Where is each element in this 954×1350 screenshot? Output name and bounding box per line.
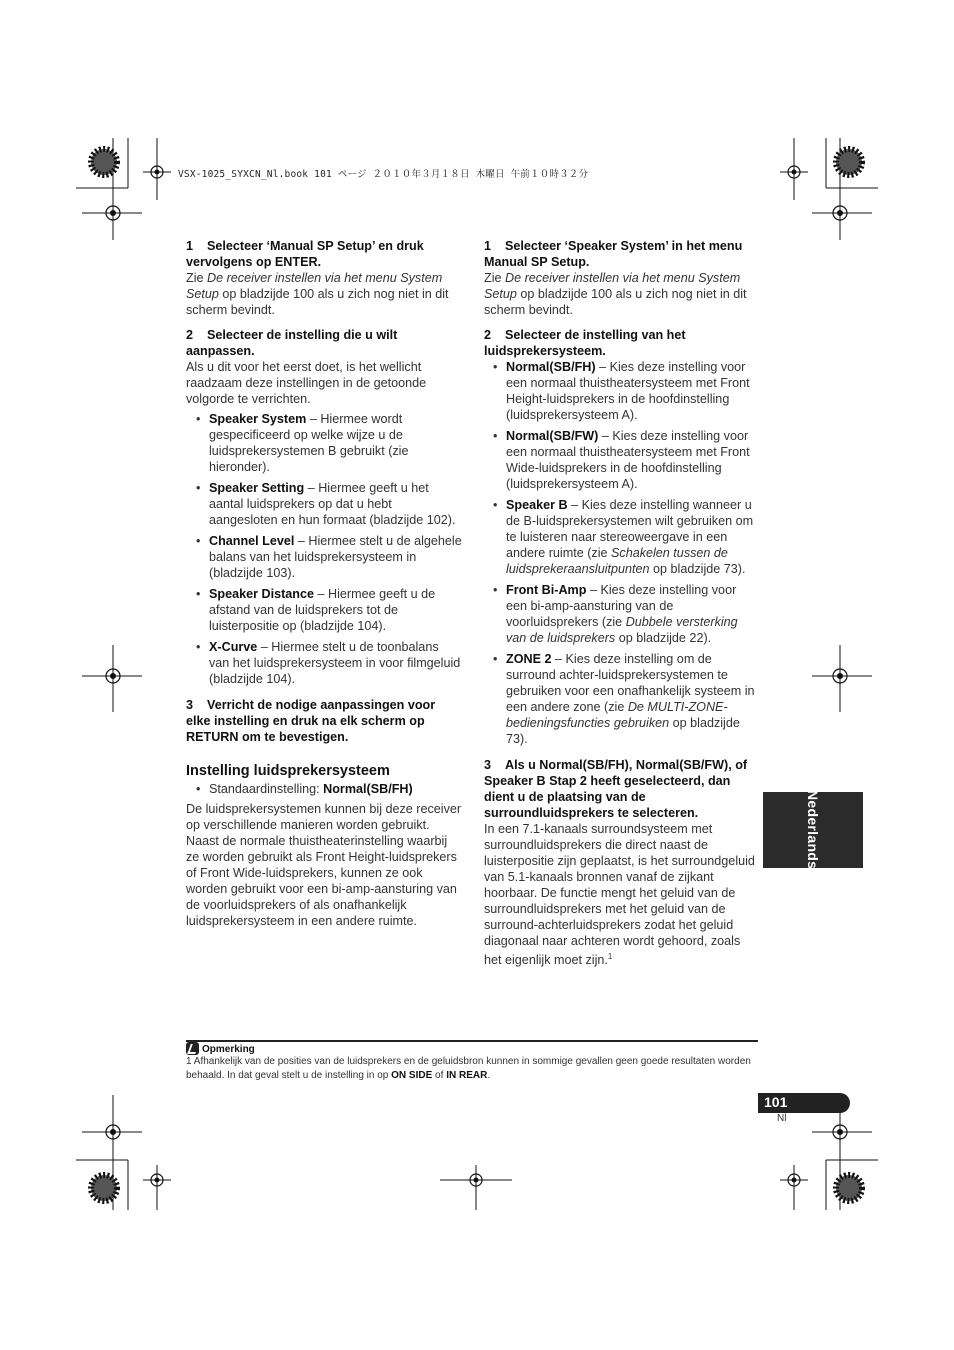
list-item: • Normal(SB/FH) – Kies deze instelling voor een normaal thuistheatersysteem met Front Height-luidsprekers in de hoofdinstelling (luidsprekersysteem A). <box>484 359 760 423</box>
list-item: • Normal(SB/FW) – Kies deze instelling voor een normaal thuistheatersysteem met Front Wide-luidsprekers in de hoofdinstelling (luidsprekersysteem A). <box>484 428 760 492</box>
list-item: • X-Curve – Hiermee stelt u de toonbalans van het luidsprekersysteem in voor filmgeluid (bladzijde 104). <box>186 639 462 687</box>
right-column <box>484 238 760 968</box>
list-item: • Speaker Distance – Hiermee geeft u de afstand van de luidsprekers tot de luisterpositie op (bladzijde 104). <box>186 586 462 634</box>
language-tab-label: Nederlands <box>805 790 821 870</box>
left-step-2-body: Als u dit voor het eerst doet, is het wellicht raadzaam deze instellingen in de getoonde volgorde te verrichten. <box>186 360 427 406</box>
footnote-ref: 1 <box>607 952 613 961</box>
list-item: • Speaker Setting – Hiermee geeft u het aantal luidsprekers op dat u hebt aangesloten en hun formaat (bladzijde 102). <box>186 480 462 528</box>
default-setting: • Standaardinstelling: Normal(SB/FH) <box>186 781 462 797</box>
right-step-3-body: In een 7.1-kanaals surroundsysteem met surroundluidsprekers die direct naast de luisterpositie zijn geplaatst, is het surroundgeluid van 5.1-kanaals bronnen vanaf de zijkant hoorbaar. De functie mengt het geluid van de surroundluidsprekers met het geluid van de surround-achterluidsprekers zodat het geluid diagonaal naar achteren wordt gehoord, zoals het eigenlijk moet zijn.$^1$ <box>484 822 755 968</box>
print-file-header: VSX-1025_SYXCN_Nl.book 101 ページ ２０１０年３月１８日 木曜日 午前１０時３２分 <box>178 169 589 180</box>
page-language: Nl <box>777 1113 787 1124</box>
settings-list <box>186 411 462 687</box>
list-item: • Speaker System – Hiermee wordt gespecificeerd op welke wijze u de luidsprekersystemen B gebruikt (zie hieronder). <box>186 411 462 475</box>
left-step-3: 3 Verricht de nodige aanpassingen voor elke instelling en druk na elk scherm op RETURN om te bevestigen. <box>186 698 436 744</box>
left-column <box>186 238 462 929</box>
speaker-system-options <box>484 359 760 747</box>
footnote-divider <box>186 1040 758 1042</box>
left-step-1: 1 Selecteer ‘Manual SP Setup’ en druk vervolgens op ENTER. <box>186 239 424 269</box>
ref-system-setup: De receiver instellen via het menu System Setup <box>186 271 443 301</box>
left-step-2: 2 Selecteer de instelling die u wilt aanpassen. <box>186 328 398 358</box>
note-text: 1 Afhankelijk van de posities van de luidsprekers en de geluidsbron kunnen in sommige gevallen geen goede resultaten worden behaald. In dat geval stelt u de instelling in op ON SIDE of IN REAR. <box>186 1056 751 1081</box>
list-item: • ZONE 2 – Kies deze instelling om de surround achter-luidsprekersystemen te gebruiken voor een onafhankelijk systeem in een andere zone (zie De MULTI-ZONE-bedieningsfuncties gebruiken op bladzijde 73). <box>484 651 760 747</box>
list-item: • Speaker B – Kies deze instelling wanneer u de B-luidsprekersystemen wilt gebruiken om te luisteren naar stereoweergave in een andere ruimte (zie Schakelen tussen de luidsprekeraansluitpunten op bladzijde 73). <box>484 497 760 577</box>
right-step-3: 3 Als u Normal(SB/FH), Normal(SB/FW), of Speaker B Stap 2 heeft geselecteerd, dan dient u de plaatsing van de surroundluidsprekers te selecteren. <box>484 758 748 820</box>
note-icon <box>186 1042 199 1055</box>
section-title: Instelling luidsprekersysteem <box>186 763 390 779</box>
note-title: Opmerking <box>186 1042 255 1055</box>
page-number-badge <box>758 1093 850 1113</box>
right-step-1-body: Zie De receiver instellen via het menu System Setup op bladzijde 100 als u zich nog niet in dit scherm bevindt. <box>484 271 747 317</box>
right-step-1: 1 Selecteer ‘Speaker System’ in het menu Manual SP Setup. <box>484 239 743 269</box>
language-side-tab <box>763 792 863 868</box>
section-body: De luidsprekersystemen kunnen bij deze receiver op verschillende manieren worden gebruikt. Naast de normale thuistheaterinstelling waarbij ze worden gebruikt als Front Height-luidsprekers of Front Wide-luidsprekers, kunnen ze ook worden gebruikt voor een bi-amp-aansturing van de voorluidsprekers of als onafhankelijk luidsprekersysteem in een andere ruimte. <box>186 802 462 928</box>
list-item: • Front Bi-Amp – Kies deze instelling voor een bi-amp-aansturing van de voorluidsprekers (zie Dubbele versterking van de luidsprekers op bladzijde 22). <box>484 582 760 646</box>
page-number: 101 <box>764 1094 788 1110</box>
left-step-1-body: Zie De receiver instellen via het menu System Setup op bladzijde 100 als u zich nog niet in dit scherm bevindt. <box>186 271 449 317</box>
list-item: • Channel Level – Hiermee stelt u de algehele balans van het luidsprekersysteem in (bladzijde 103). <box>186 533 462 581</box>
right-step-2: 2 Selecteer de instelling van het luidsprekersysteem. <box>484 328 686 358</box>
